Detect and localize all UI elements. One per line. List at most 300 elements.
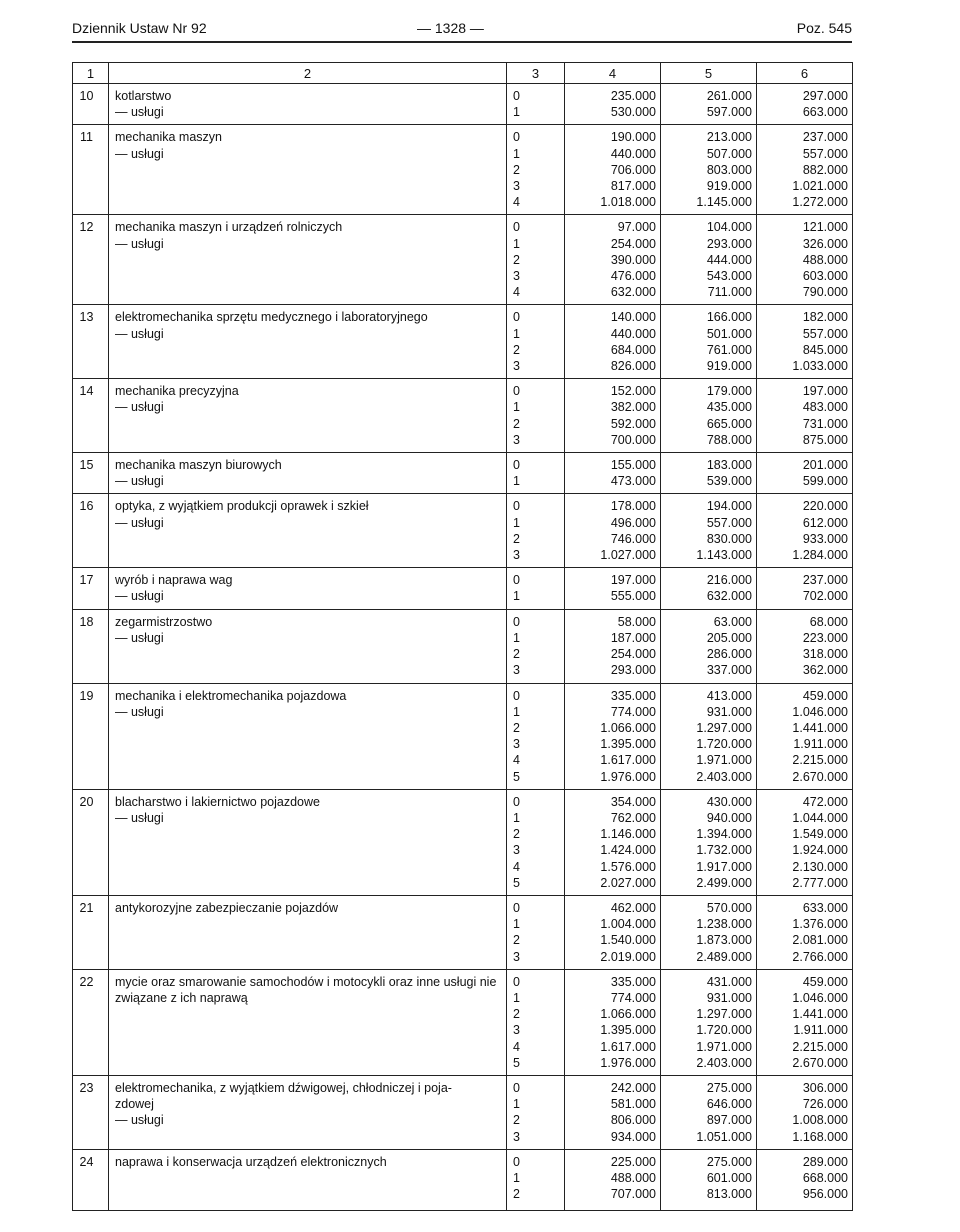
value-col6: 220.000 <box>802 499 848 514</box>
value-col5: 1.720.000 <box>696 737 752 752</box>
group-code: 1 <box>513 1170 520 1185</box>
value-col5: 413.000 <box>706 688 752 703</box>
group-code: 3 <box>513 663 520 678</box>
value-col5-cell <box>661 1149 757 1211</box>
value-col6: 1.044.000 <box>792 810 848 825</box>
group-code-cell <box>507 125 565 215</box>
group-code: 0 <box>513 688 520 703</box>
journal-title: Dziennik Ustaw Nr 92 <box>72 20 207 36</box>
value-col6: 1.441.000 <box>792 1007 848 1022</box>
value-col5: 601.000 <box>706 1170 752 1185</box>
group-code-cell <box>507 494 565 568</box>
value-col5: 919.000 <box>706 359 752 374</box>
group-code: 5 <box>513 1055 520 1070</box>
table-row <box>73 494 853 568</box>
description-line: naprawa i konserwacja urządzeń elektronicznych <box>115 1154 387 1169</box>
value-col5: 63.000 <box>713 614 752 629</box>
table-row <box>73 1075 853 1149</box>
group-code: 2 <box>513 416 520 431</box>
group-code: 0 <box>513 1154 520 1169</box>
group-code: 2 <box>513 720 520 735</box>
value-col6: 1.376.000 <box>792 917 848 932</box>
value-col5: 444.000 <box>706 252 752 267</box>
value-col4: 440.000 <box>610 326 656 341</box>
group-code: 4 <box>513 195 520 210</box>
value-col5-cell <box>661 215 757 305</box>
activity-description <box>109 379 507 453</box>
value-col4-cell <box>565 84 661 125</box>
value-col4-cell <box>565 494 661 568</box>
value-col6: 875.000 <box>802 432 848 447</box>
value-col5: 1.873.000 <box>696 933 752 948</box>
description-line: — usługi <box>115 105 164 120</box>
value-col6: 2.081.000 <box>792 933 848 948</box>
value-col6: 68.000 <box>809 614 848 629</box>
value-col6-cell <box>757 969 853 1075</box>
value-col5: 1.297.000 <box>696 1007 752 1022</box>
value-col4: 462.000 <box>610 900 656 915</box>
value-col5: 1.297.000 <box>696 720 752 735</box>
value-col4: 390.000 <box>610 252 656 267</box>
value-col4: 1.018.000 <box>600 195 656 210</box>
row-number: 16 <box>73 494 109 568</box>
value-col4: 762.000 <box>610 810 656 825</box>
column-header: 3 <box>507 63 565 84</box>
value-col4: 684.000 <box>610 342 656 357</box>
value-col6: 702.000 <box>802 589 848 604</box>
value-col4-cell <box>565 1149 661 1211</box>
value-col4: 1.976.000 <box>600 769 656 784</box>
value-col6-cell <box>757 683 853 789</box>
description-line: — usługi <box>115 515 164 530</box>
page-number: — 1328 — <box>417 20 484 36</box>
value-col4: 187.000 <box>610 630 656 645</box>
group-code: 3 <box>513 548 520 563</box>
value-col5: 830.000 <box>706 531 752 546</box>
group-code: 4 <box>513 285 520 300</box>
group-code: 2 <box>513 531 520 546</box>
group-code: 1 <box>513 630 520 645</box>
value-col4: 934.000 <box>610 1129 656 1144</box>
group-code: 0 <box>513 900 520 915</box>
value-col5: 803.000 <box>706 162 752 177</box>
group-code: 2 <box>513 342 520 357</box>
value-col5: 1.732.000 <box>696 843 752 858</box>
activity-description <box>109 84 507 125</box>
row-number: 13 <box>73 305 109 379</box>
value-col6: 1.168.000 <box>792 1129 848 1144</box>
value-col4-cell <box>565 683 661 789</box>
value-col6: 845.000 <box>802 342 848 357</box>
value-col5: 2.489.000 <box>696 949 752 964</box>
description-line: — usługi <box>115 630 164 645</box>
group-code: 2 <box>513 933 520 948</box>
group-code: 0 <box>513 220 520 235</box>
table-row <box>73 1149 853 1211</box>
value-col5: 1.917.000 <box>696 859 752 874</box>
value-col5: 1.394.000 <box>696 827 752 842</box>
value-col4: 707.000 <box>610 1187 656 1202</box>
rates-table <box>72 62 853 1211</box>
value-col4: 197.000 <box>610 573 656 588</box>
row-number: 18 <box>73 609 109 683</box>
value-col6: 182.000 <box>802 310 848 325</box>
group-code: 1 <box>513 474 520 489</box>
value-col5-cell <box>661 895 757 969</box>
row-number: 11 <box>73 125 109 215</box>
value-col6: 557.000 <box>802 146 848 161</box>
value-col5-cell <box>661 789 757 895</box>
group-code-cell <box>507 609 565 683</box>
table-row <box>73 969 853 1075</box>
row-number: 12 <box>73 215 109 305</box>
value-col5: 1.051.000 <box>696 1129 752 1144</box>
table-row <box>73 568 853 609</box>
group-code: 1 <box>513 1097 520 1112</box>
page-header <box>72 20 852 40</box>
value-col6: 1.046.000 <box>792 990 848 1005</box>
value-col5: 261.000 <box>706 89 752 103</box>
value-col6: 483.000 <box>802 400 848 415</box>
group-code-cell <box>507 305 565 379</box>
activity-description <box>109 683 507 789</box>
group-code: 1 <box>513 236 520 251</box>
group-code-cell <box>507 1075 565 1149</box>
value-col5: 632.000 <box>706 589 752 604</box>
description-line: blacharstwo i lakiernictwo pojazdowe <box>115 794 320 809</box>
activity-description <box>109 215 507 305</box>
row-number: 23 <box>73 1075 109 1149</box>
description-line: — usługi <box>115 146 164 161</box>
row-number: 24 <box>73 1149 109 1211</box>
value-col4: 774.000 <box>610 990 656 1005</box>
value-col5: 205.000 <box>706 630 752 645</box>
value-col4: 774.000 <box>610 704 656 719</box>
value-col6-cell <box>757 1149 853 1211</box>
activity-description <box>109 494 507 568</box>
group-code-cell <box>507 895 565 969</box>
group-code: 0 <box>513 458 520 473</box>
value-col5-cell <box>661 568 757 609</box>
value-col6: 472.000 <box>802 794 848 809</box>
row-number: 17 <box>73 568 109 609</box>
description-line: optyka, z wyjątkiem produkcji oprawek i szkieł <box>115 499 369 514</box>
value-col6: 2.777.000 <box>792 875 848 890</box>
value-col6: 237.000 <box>802 130 848 145</box>
value-col5: 813.000 <box>706 1187 752 1202</box>
group-code: 0 <box>513 130 520 145</box>
activity-description <box>109 895 507 969</box>
value-col6: 289.000 <box>802 1154 848 1169</box>
group-code: 2 <box>513 1007 520 1022</box>
row-number: 14 <box>73 379 109 453</box>
row-number: 15 <box>73 453 109 494</box>
group-code-cell <box>507 568 565 609</box>
header-rule <box>72 41 852 43</box>
table-body <box>73 84 853 1211</box>
value-col4-cell <box>565 379 661 453</box>
group-code: 0 <box>513 1080 520 1095</box>
value-col4-cell <box>565 568 661 609</box>
description-line: elektromechanika sprzętu medycznego i laboratoryjnego <box>115 310 428 325</box>
value-col6: 2.766.000 <box>792 949 848 964</box>
value-col4: 242.000 <box>610 1080 656 1095</box>
value-col5: 1.971.000 <box>696 1039 752 1054</box>
description-line: mechanika i elektromechanika pojazdowa <box>115 688 347 703</box>
value-col6: 612.000 <box>802 515 848 530</box>
value-col6: 223.000 <box>802 630 848 645</box>
value-col6-cell <box>757 453 853 494</box>
value-col4: 473.000 <box>610 474 656 489</box>
column-header: 6 <box>757 63 853 84</box>
value-col6: 459.000 <box>802 974 848 989</box>
group-code: 3 <box>513 843 520 858</box>
value-col5-cell <box>661 379 757 453</box>
group-code: 1 <box>513 400 520 415</box>
value-col6: 2.670.000 <box>792 1055 848 1070</box>
value-col6: 882.000 <box>802 162 848 177</box>
value-col5: 216.000 <box>706 573 752 588</box>
group-code: 3 <box>513 432 520 447</box>
description-line: mechanika maszyn <box>115 130 222 145</box>
activity-description <box>109 453 507 494</box>
group-code: 1 <box>513 589 520 604</box>
value-col6: 1.033.000 <box>792 359 848 374</box>
group-code: 3 <box>513 1023 520 1038</box>
value-col4: 1.395.000 <box>600 737 656 752</box>
group-code-cell <box>507 683 565 789</box>
activity-description <box>109 1149 507 1211</box>
value-col5: 104.000 <box>706 220 752 235</box>
group-code: 5 <box>513 875 520 890</box>
group-code: 1 <box>513 326 520 341</box>
value-col5: 919.000 <box>706 179 752 194</box>
value-col6-cell <box>757 789 853 895</box>
value-col4: 152.000 <box>610 384 656 399</box>
value-col4-cell <box>565 305 661 379</box>
value-col6: 790.000 <box>802 285 848 300</box>
group-code: 3 <box>513 737 520 752</box>
value-col5-cell <box>661 84 757 125</box>
group-code: 0 <box>513 499 520 514</box>
column-header: 5 <box>661 63 757 84</box>
value-col5: 1.971.000 <box>696 753 752 768</box>
value-col4: 1.066.000 <box>600 720 656 735</box>
table-row <box>73 305 853 379</box>
table-row <box>73 215 853 305</box>
value-col5: 1.238.000 <box>696 917 752 932</box>
group-code: 0 <box>513 310 520 325</box>
value-col4: 254.000 <box>610 236 656 251</box>
value-col5: 194.000 <box>706 499 752 514</box>
group-code: 3 <box>513 359 520 374</box>
value-col5: 275.000 <box>706 1154 752 1169</box>
value-col6: 2.130.000 <box>792 859 848 874</box>
group-code: 1 <box>513 917 520 932</box>
value-col4: 496.000 <box>610 515 656 530</box>
row-number: 20 <box>73 789 109 895</box>
value-col5: 761.000 <box>706 342 752 357</box>
value-col4: 632.000 <box>610 285 656 300</box>
value-col6: 668.000 <box>802 1170 848 1185</box>
value-col5: 275.000 <box>706 1080 752 1095</box>
group-code: 1 <box>513 146 520 161</box>
value-col4: 1.617.000 <box>600 1039 656 1054</box>
value-col4: 581.000 <box>610 1097 656 1112</box>
value-col5-cell <box>661 1075 757 1149</box>
value-col4: 58.000 <box>617 614 656 629</box>
activity-description <box>109 609 507 683</box>
value-col5: 431.000 <box>706 974 752 989</box>
value-col4: 2.019.000 <box>600 949 656 964</box>
value-col4-cell <box>565 789 661 895</box>
description-line: — usługi <box>115 236 164 251</box>
value-col4-cell <box>565 1075 661 1149</box>
row-number: 21 <box>73 895 109 969</box>
value-col5: 507.000 <box>706 146 752 161</box>
description-line: mechanika maszyn i urządzeń rolniczych <box>115 220 343 235</box>
value-col4: 1.424.000 <box>600 843 656 858</box>
group-code: 4 <box>513 1039 520 1054</box>
value-col6: 197.000 <box>802 384 848 399</box>
value-col4: 1.066.000 <box>600 1007 656 1022</box>
value-col4: 1.395.000 <box>600 1023 656 1038</box>
description-line: — usługi <box>115 326 164 341</box>
value-col4: 476.000 <box>610 269 656 284</box>
value-col5-cell <box>661 125 757 215</box>
activity-description <box>109 125 507 215</box>
group-code: 2 <box>513 252 520 267</box>
value-col5: 1.720.000 <box>696 1023 752 1038</box>
activity-description <box>109 789 507 895</box>
group-code-cell <box>507 379 565 453</box>
value-col4: 1.004.000 <box>600 917 656 932</box>
value-col5: 2.499.000 <box>696 875 752 890</box>
value-col5: 435.000 <box>706 400 752 415</box>
description-line: kotlarstwo <box>115 89 172 103</box>
value-col4-cell <box>565 125 661 215</box>
value-col6-cell <box>757 305 853 379</box>
value-col4: 178.000 <box>610 499 656 514</box>
value-col5: 1.143.000 <box>696 548 752 563</box>
value-col4: 488.000 <box>610 1170 656 1185</box>
value-col6: 459.000 <box>802 688 848 703</box>
description-line: zegarmistrzostwo <box>115 614 213 629</box>
group-code: 1 <box>513 105 520 120</box>
value-col6-cell <box>757 895 853 969</box>
table-row <box>73 895 853 969</box>
group-code-cell <box>507 84 565 125</box>
group-code: 4 <box>513 753 520 768</box>
value-col4: 700.000 <box>610 432 656 447</box>
table-row <box>73 453 853 494</box>
group-code: 0 <box>513 614 520 629</box>
value-col5: 539.000 <box>706 474 752 489</box>
value-col6-cell <box>757 215 853 305</box>
value-col5: 646.000 <box>706 1097 752 1112</box>
value-col4: 826.000 <box>610 359 656 374</box>
value-col6: 306.000 <box>802 1080 848 1095</box>
table-row <box>73 125 853 215</box>
value-col4: 1.576.000 <box>600 859 656 874</box>
description-line: antykorozyjne zabezpieczanie pojazdów <box>115 900 339 915</box>
value-col4: 1.976.000 <box>600 1055 656 1070</box>
table-row <box>73 683 853 789</box>
group-code-cell <box>507 453 565 494</box>
group-code: 1 <box>513 990 520 1005</box>
value-col4: 746.000 <box>610 531 656 546</box>
row-number: 19 <box>73 683 109 789</box>
value-col5: 183.000 <box>706 458 752 473</box>
description-line: zdowej <box>115 1097 154 1112</box>
group-code: 5 <box>513 769 520 784</box>
value-col5: 501.000 <box>706 326 752 341</box>
value-col6: 1.021.000 <box>792 179 848 194</box>
column-header: 1 <box>73 63 109 84</box>
group-code-cell <box>507 215 565 305</box>
value-col5: 788.000 <box>706 432 752 447</box>
value-col6-cell <box>757 379 853 453</box>
activity-description <box>109 568 507 609</box>
group-code: 1 <box>513 704 520 719</box>
group-code: 3 <box>513 949 520 964</box>
activity-description <box>109 1075 507 1149</box>
value-col4: 225.000 <box>610 1154 656 1169</box>
group-code: 0 <box>513 573 520 588</box>
value-col5: 940.000 <box>706 810 752 825</box>
value-col4: 254.000 <box>610 647 656 662</box>
value-col6: 1.911.000 <box>793 1023 848 1038</box>
group-code: 0 <box>513 89 520 103</box>
value-col6: 1.911.000 <box>793 737 848 752</box>
group-code: 1 <box>513 515 520 530</box>
value-col5-cell <box>661 683 757 789</box>
table-row <box>73 609 853 683</box>
value-col6: 2.215.000 <box>792 753 848 768</box>
value-col6-cell <box>757 1075 853 1149</box>
value-col5-cell <box>661 305 757 379</box>
value-col6: 1.924.000 <box>792 843 848 858</box>
value-col4: 440.000 <box>610 146 656 161</box>
value-col5-cell <box>661 609 757 683</box>
value-col6: 956.000 <box>802 1187 848 1202</box>
value-col6: 731.000 <box>802 416 848 431</box>
value-col6: 726.000 <box>802 1097 848 1112</box>
value-col5: 286.000 <box>706 647 752 662</box>
value-col4: 1.027.000 <box>600 548 656 563</box>
column-header: 2 <box>109 63 507 84</box>
value-col5: 293.000 <box>706 236 752 251</box>
value-col6: 1.549.000 <box>792 827 848 842</box>
value-col5: 665.000 <box>706 416 752 431</box>
group-code: 3 <box>513 179 520 194</box>
description-line: mechanika precyzyjna <box>115 384 239 399</box>
value-col6: 1.284.000 <box>792 548 848 563</box>
group-code-cell <box>507 1149 565 1211</box>
table-row <box>73 789 853 895</box>
value-col6: 1.008.000 <box>792 1113 848 1128</box>
group-code-cell <box>507 789 565 895</box>
value-col4: 190.000 <box>610 130 656 145</box>
value-col5: 337.000 <box>706 663 752 678</box>
group-code: 2 <box>513 827 520 842</box>
column-header: 4 <box>565 63 661 84</box>
description-line: — usługi <box>115 704 164 719</box>
value-col5: 2.403.000 <box>696 769 752 784</box>
value-col6: 557.000 <box>802 326 848 341</box>
value-col5: 430.000 <box>706 794 752 809</box>
value-col4: 293.000 <box>610 663 656 678</box>
